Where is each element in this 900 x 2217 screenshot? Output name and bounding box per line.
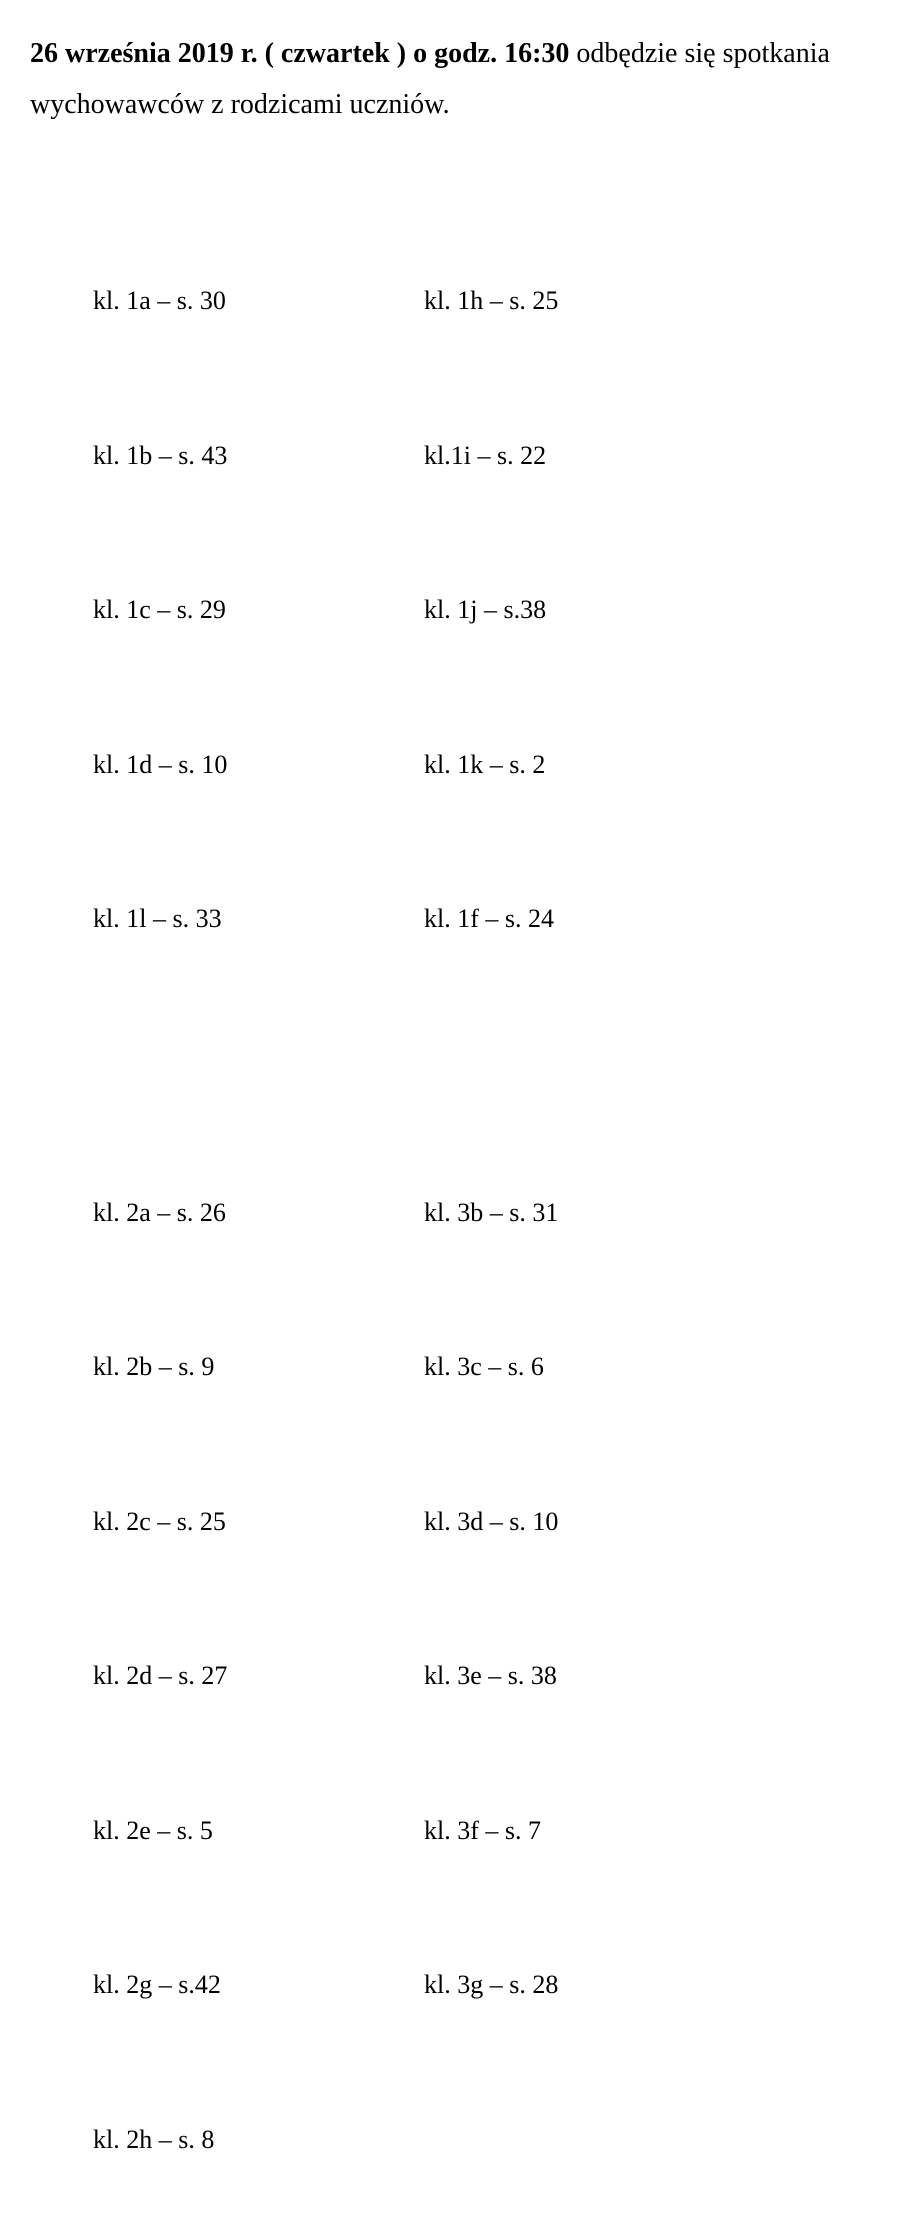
class-room-entry: kl. 3e – s. 38 <box>424 1661 557 1690</box>
class-room-entry: kl. 2a – s. 26 <box>93 1197 226 1227</box>
class-room-entry: kl. 1c – s. 29 <box>93 595 226 624</box>
class-room-entry: kl. 2d – s. 27 <box>93 1661 228 1690</box>
class-room-entry: kl. 2e – s. 5 <box>93 1815 213 1845</box>
announcement-heading <box>30 28 880 130</box>
class-room-entry: kl. 1h – s. 25 <box>424 286 559 315</box>
class-room-entry: kl. 1j – s.38 <box>424 595 547 624</box>
class-room-entry: kl.1i – s. 22 <box>424 440 547 470</box>
class-room-entry: kl. 1a – s. 30 <box>93 286 226 315</box>
left-column-room-list <box>93 172 227 2217</box>
class-room-entry: kl. 3d – s. 10 <box>424 1506 559 1536</box>
group-spacer <box>93 1048 227 1084</box>
announcement-text: odbędzie się spotkania wychowawców z rodzicami uczniów. <box>30 38 830 120</box>
class-room-entry: kl. 3c – s. 6 <box>424 1352 544 1381</box>
announcement-date-time: 26 września 2019 r. ( czwartek ) o godz. 16:30 <box>30 38 570 69</box>
class-room-entry: kl. 1l – s. 33 <box>93 904 222 933</box>
class-room-entry: kl. 1b – s. 43 <box>93 440 228 470</box>
group-spacer <box>424 1048 558 1084</box>
class-room-entry: kl. 3g – s. 28 <box>424 1970 559 1999</box>
class-room-entry: kl. 2c – s. 25 <box>93 1506 226 1536</box>
class-room-entry: kl. 2g – s.42 <box>93 1970 221 1999</box>
class-room-entry: kl. 1k – s. 2 <box>424 749 546 779</box>
class-room-entry: kl. 3b – s. 31 <box>424 1197 559 1227</box>
class-room-entry: kl. 1d – s. 10 <box>93 749 228 779</box>
right-column-room-list <box>424 172 558 2062</box>
class-room-entry: kl. 1f – s. 24 <box>424 904 554 933</box>
class-room-entry: kl. 2b – s. 9 <box>93 1352 215 1381</box>
class-room-entry: kl. 2h – s. 8 <box>93 2124 215 2154</box>
class-room-entry: kl. 3f – s. 7 <box>424 1815 541 1845</box>
